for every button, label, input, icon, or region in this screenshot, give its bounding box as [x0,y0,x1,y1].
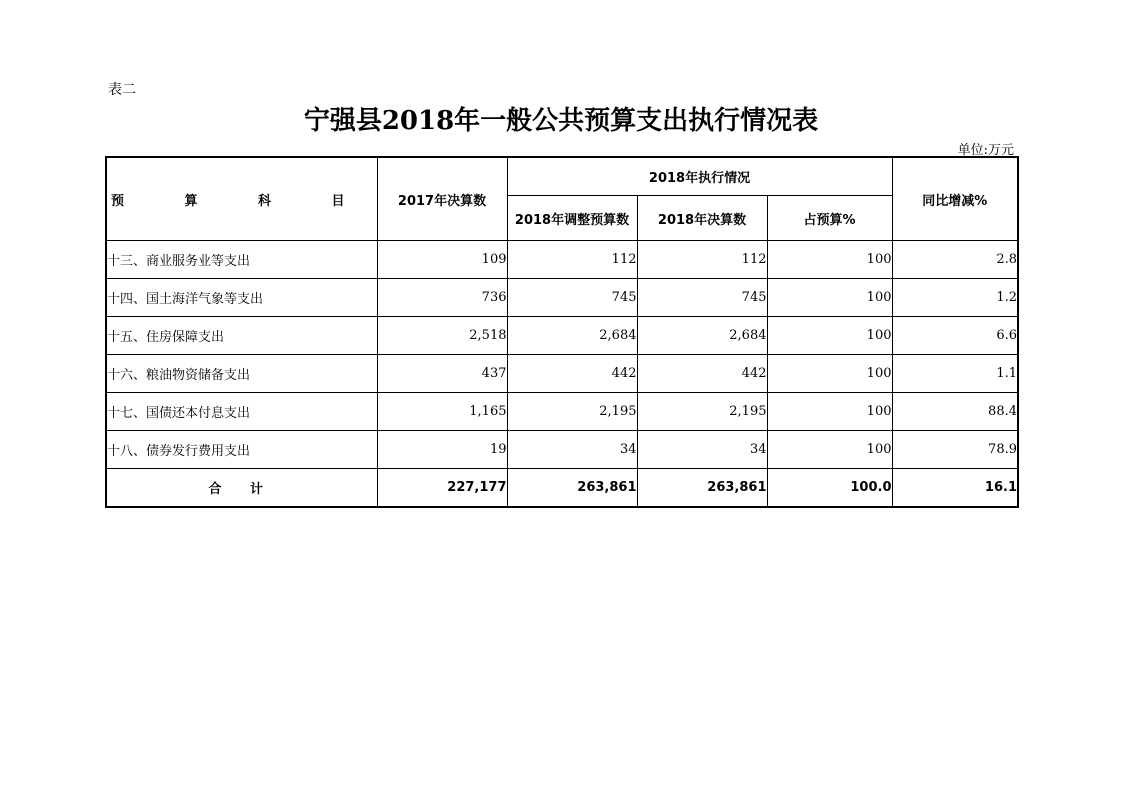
table-row [106,317,1018,355]
total-adjusted: 263,861 [507,469,637,508]
cell-final: 2,684 [637,317,767,355]
cell-yoy: 1.1 [892,355,1018,393]
header-2018-group: 2018年执行情况 [507,157,892,196]
cell-adjusted: 745 [507,279,637,317]
cell-final: 442 [637,355,767,393]
header-pct-budget: 占预算% [767,196,892,241]
unit-label: 单位:万元 [957,143,1014,158]
cell-2017: 437 [377,355,507,393]
total-label: 合 计 [106,469,377,508]
cell-yoy: 6.6 [892,317,1018,355]
header-yoy: 同比增减% [892,157,1018,241]
cell-adjusted: 2,684 [507,317,637,355]
budget-table [105,156,1019,508]
table-row [106,393,1018,431]
row-name: 十三、商业服务业等支出 [106,241,377,279]
cell-2017: 19 [377,431,507,469]
cell-yoy: 88.4 [892,393,1018,431]
header-2018-adjusted: 2018年调整预算数 [507,196,637,241]
cell-final: 34 [637,431,767,469]
cell-pct: 100 [767,241,892,279]
cell-final: 2,195 [637,393,767,431]
cell-pct: 100 [767,355,892,393]
table-row [106,241,1018,279]
cell-pct: 100 [767,279,892,317]
table-header [106,157,1018,241]
cell-2017: 1,165 [377,393,507,431]
cell-2017: 736 [377,279,507,317]
total-2017: 227,177 [377,469,507,508]
cell-yoy: 2.8 [892,241,1018,279]
row-name: 十五、住房保障支出 [106,317,377,355]
total-final: 263,861 [637,469,767,508]
page-label: 表二 [108,82,136,98]
row-name: 十七、国债还本付息支出 [106,393,377,431]
header-2018-final: 2018年决算数 [637,196,767,241]
cell-adjusted: 2,195 [507,393,637,431]
total-row [106,469,1018,508]
row-name: 十六、粮油物资储备支出 [106,355,377,393]
cell-final: 745 [637,279,767,317]
cell-yoy: 78.9 [892,431,1018,469]
cell-2017: 109 [377,241,507,279]
total-pct: 100.0 [767,469,892,508]
cell-pct: 100 [767,317,892,355]
cell-yoy: 1.2 [892,279,1018,317]
page-title: 宁强县2018年一般公共预算支出执行情况表 [303,106,819,136]
table-row [106,279,1018,317]
row-name: 十八、债券发行费用支出 [106,431,377,469]
cell-adjusted: 34 [507,431,637,469]
cell-pct: 100 [767,431,892,469]
row-name: 十四、国土海洋气象等支出 [106,279,377,317]
cell-adjusted: 112 [507,241,637,279]
header-2017-final: 2017年决算数 [377,157,507,241]
cell-adjusted: 442 [507,355,637,393]
table-row [106,431,1018,469]
total-yoy: 16.1 [892,469,1018,508]
table-row [106,355,1018,393]
cell-final: 112 [637,241,767,279]
cell-pct: 100 [767,393,892,431]
cell-2017: 2,518 [377,317,507,355]
header-item: 预 算 科 目 [106,157,377,241]
